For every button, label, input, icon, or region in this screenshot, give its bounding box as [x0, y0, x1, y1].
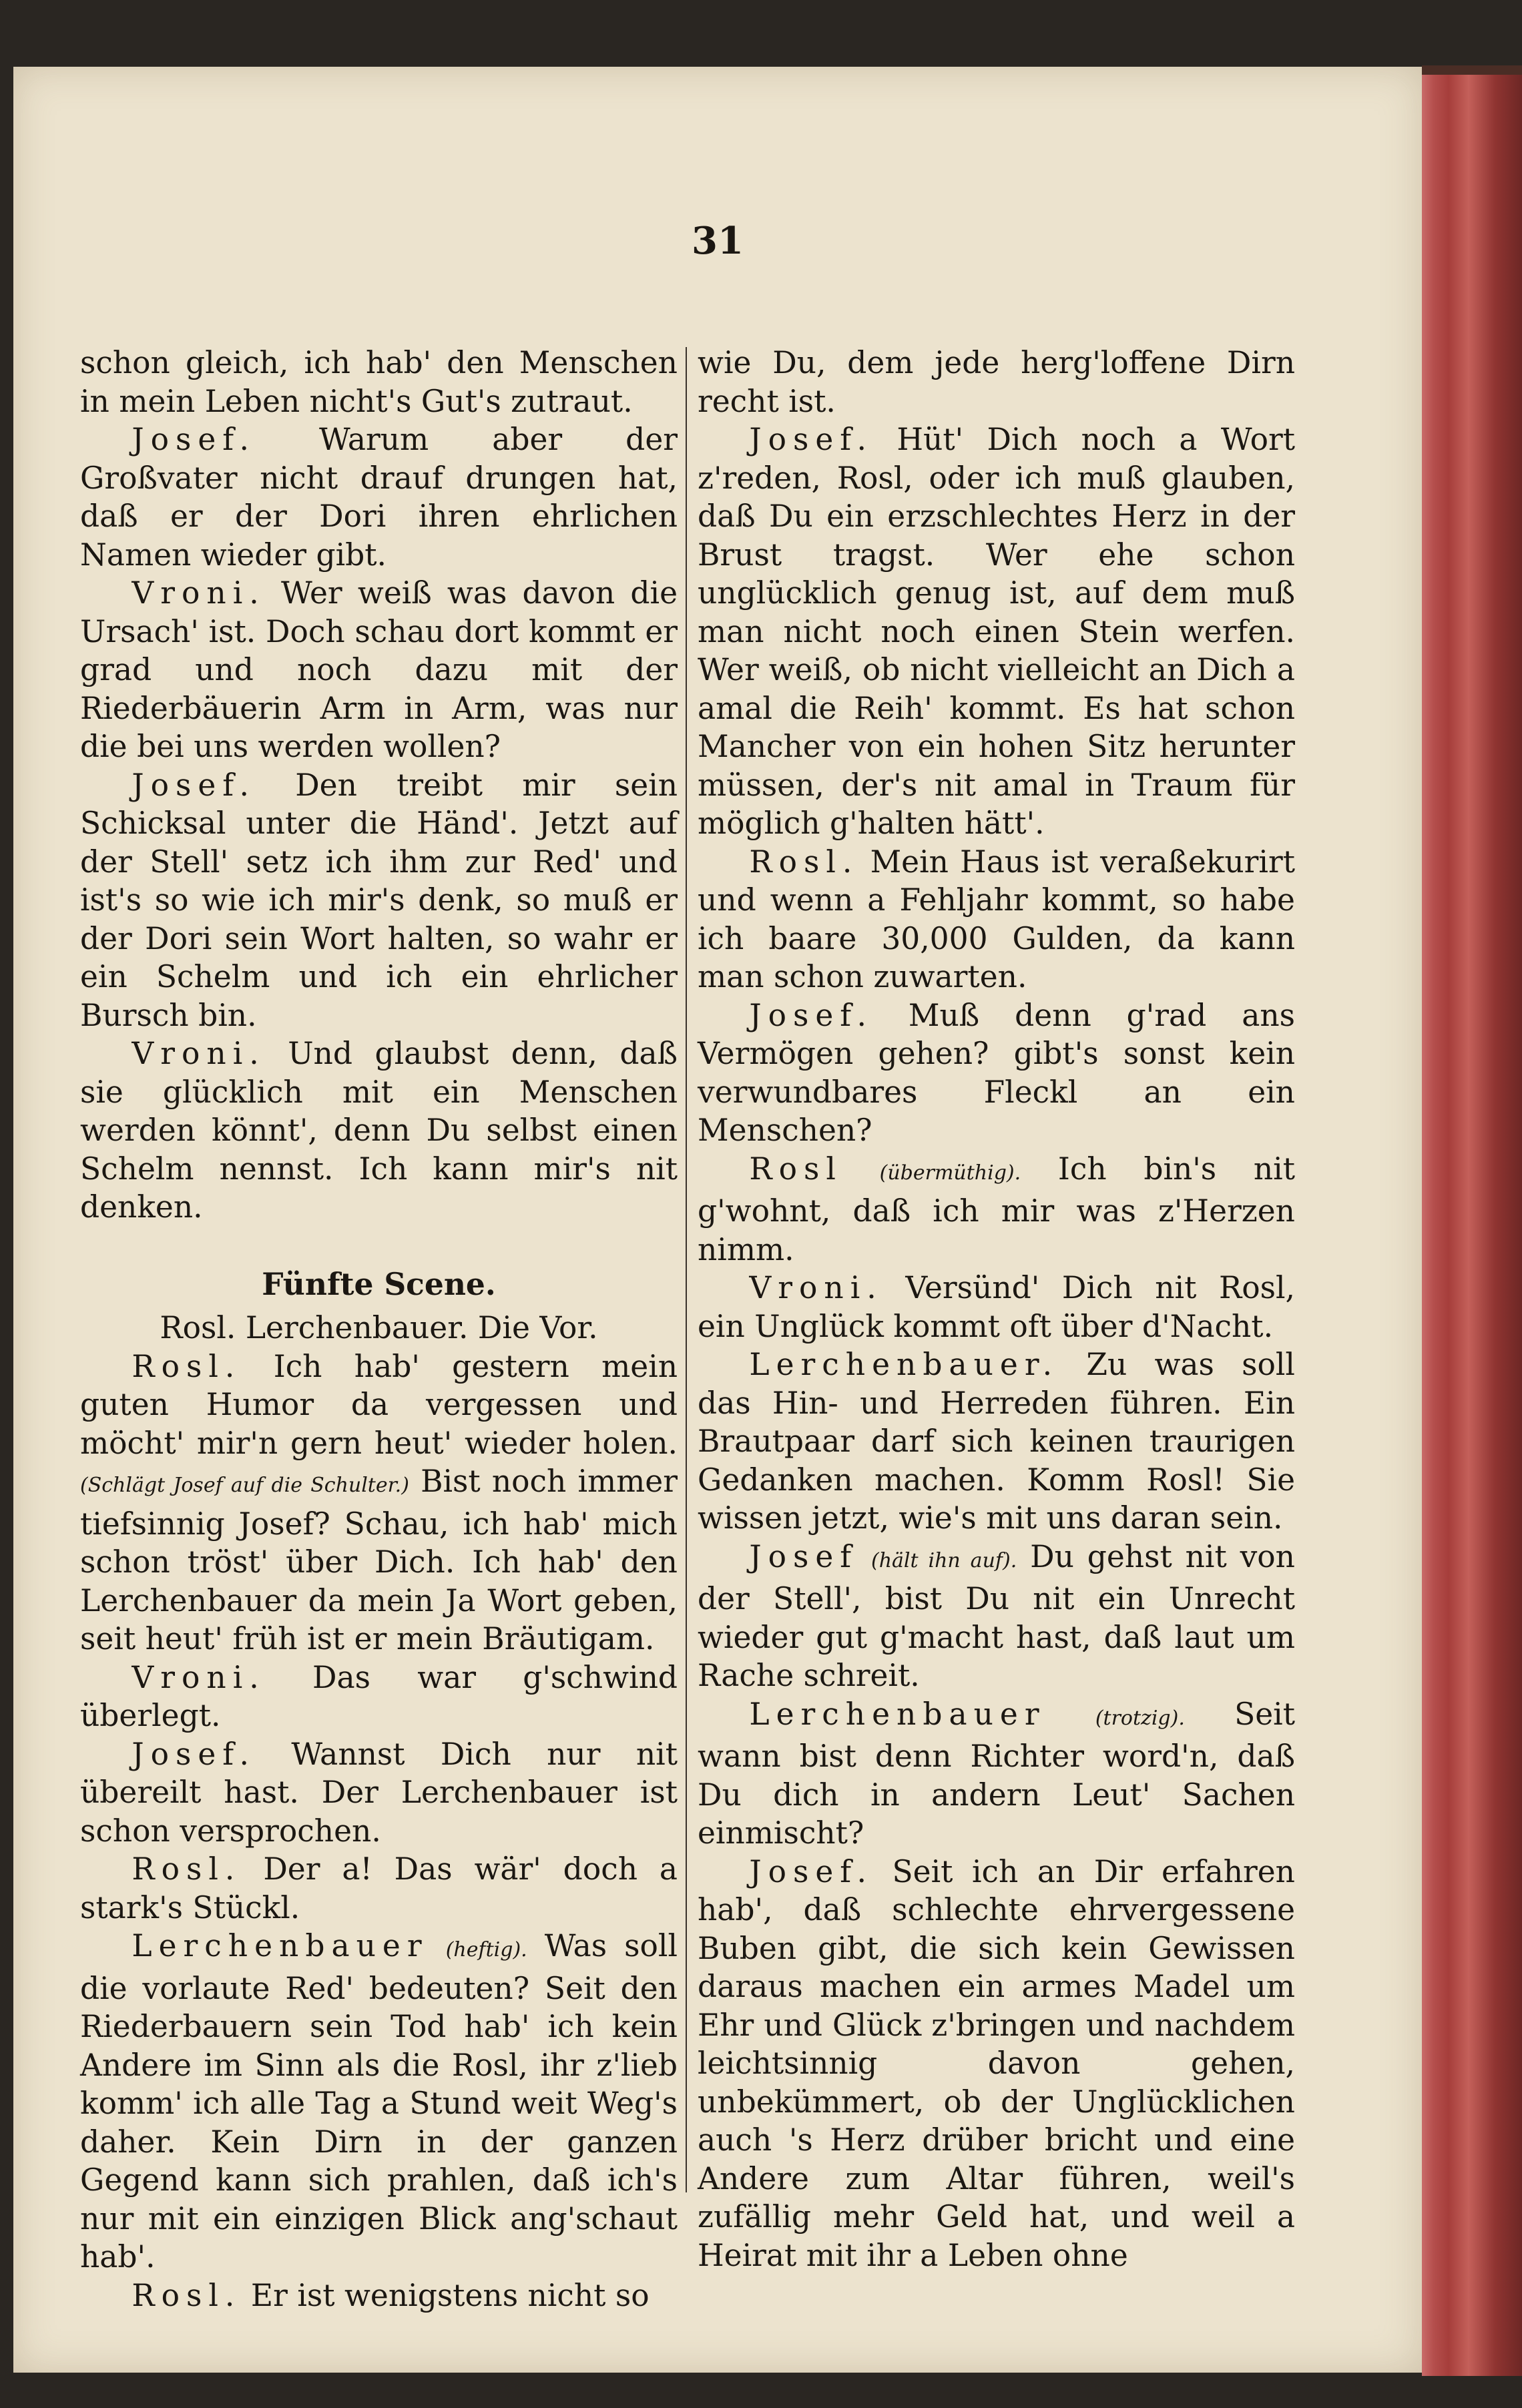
speaker-name: Josef.	[132, 1736, 256, 1772]
speech-text: Seit ich an Dir erfahren hab', daß schlechte ehrvergessene Buben gibt, die sich kein Gewissen daraus machen ein armes Madel um Ehr und Glück z'bringen und nachdem leichtsinnig davon gehen, unbekümmert, ob der Unglücklichen auch 's Herz drüber bricht und eine Andere zum Altar führen, weil's zufällig mehr Geld hat, und weil a Heirat mit ihr a Leben ohne	[698, 1853, 1295, 2273]
speaker-name: Josef	[749, 1538, 858, 1574]
speech-text: Ich hab' gestern mein guten Humor da vergessen und möcht' mir'n gern heut' wieder holen.	[80, 1348, 678, 1461]
speech-text: Zu was soll das Hin- und Herreden führen. Ein Brautpaar darf sich keinen traurigen Gedanken machen. Komm Rosl! Sie wissen jetzt, wie's mit uns daran sein.	[698, 1347, 1295, 1536]
speech-text: Wannst Dich nur nit übereilt hast. Der Lerchenbauer ist schon versprochen.	[80, 1736, 678, 1849]
speaker-name: Josef.	[132, 422, 256, 457]
speech-text: Hüt' Dich noch a Wort z'reden, Rosl, oder ich muß glauben, daß Du ein erzschlechtes Herz in der Brust tragst. Wer ehe schon unglücklich genug ist, auf dem muß man nicht noch einen Stein werfen. Wer weiß, ob nicht vielleicht an Dich a amal die Reih' kommt. Es hat schon Mancher von ein hohen Sitz herunter müssen, der's nit amal in Traum für möglich g'halten hätt'.	[698, 422, 1295, 841]
speaker-name: Rosl.	[132, 2277, 242, 2313]
book-edge	[1422, 65, 1522, 2376]
speech-paragraph	[698, 1695, 1295, 1853]
speaker-name: Vroni.	[132, 1659, 266, 1695]
speech-paragraph	[80, 1850, 678, 1927]
speech-text: Ich bin's nit g'wohnt, daß ich mir was z'Herzen nimm.	[698, 1151, 1295, 1267]
left-column	[80, 344, 678, 2315]
paragraph: schon gleich, ich hab' den Menschen in mein Leben nicht's Gut's zutraut.	[80, 345, 678, 419]
stage-direction: (heftig).	[445, 1938, 527, 1962]
speaker-name: Lerchenbauer	[749, 1696, 1046, 1732]
speaker-name: Josef.	[132, 767, 256, 803]
scene-heading: Fünfte Scene.	[262, 1265, 496, 1302]
speech-text: Was soll die vorlaute Red' bedeuten? Seit den Riederbauern sein Tod hab' ich kein Andere im Sinn als die Rosl, ihr z'lieb komm' ich alle Tag a Stund weit Weg's daher. Kein Dirn in der ganzen Gegend kann sich prahlen, daß ich's nur mit ein einzigen Blick ang'schaut hab'.	[80, 1928, 678, 2275]
speech-text: Versünd' Dich nit Rosl, ein Unglück kommt oft über d'Nacht.	[698, 1270, 1295, 1344]
speaker-name: Lerchenbauer.	[749, 1347, 1059, 1382]
speech-text: Das war g'schwind überlegt.	[80, 1659, 678, 1733]
book-page	[13, 67, 1422, 2373]
speech-paragraph	[80, 420, 678, 574]
speaker-name: Rosl.	[132, 1348, 242, 1384]
speech-paragraph	[80, 766, 678, 1035]
speech-paragraph	[80, 1735, 678, 1851]
speech-paragraph	[80, 574, 678, 766]
speaker-name: Lerchenbauer	[132, 1928, 429, 1964]
speaker-name: Vroni.	[132, 575, 266, 611]
right-column	[698, 344, 1295, 2275]
scene-characters: Rosl. Lerchenbauer. Die Vor.	[160, 1310, 598, 1345]
speaker-name: Josef.	[749, 422, 873, 457]
speech-paragraph	[80, 1034, 678, 1227]
speech-paragraph	[698, 996, 1295, 1150]
speech-paragraph	[80, 1927, 678, 2277]
page-number: 31	[692, 219, 744, 263]
speech-paragraph	[698, 1538, 1295, 1695]
speech-text: Warum aber der Großvater nicht drauf drungen hat, daß er der Dori ihren ehrlichen Namen wieder gibt.	[80, 422, 678, 573]
stage-direction: (Schlägt Josef auf die Schulter.)	[80, 1474, 409, 1497]
speech-paragraph	[80, 2277, 678, 2315]
stage-direction: (hält ihn auf).	[871, 1548, 1017, 1572]
stage-direction: (übermüthig).	[879, 1161, 1021, 1185]
speaker-name: Rosl	[749, 1151, 842, 1187]
speech-paragraph	[698, 1345, 1295, 1538]
speech-text: Mein Haus ist veraßekurirt und wenn a Fehljahr kommt, so habe ich baare 30,000 Gulden, da kann man schon zuwarten.	[698, 844, 1296, 994]
column-divider	[686, 347, 687, 2192]
speech-paragraph	[698, 843, 1295, 996]
speaker-name: Vroni.	[749, 1270, 883, 1305]
speech-text: Du gehst nit von der Stell', bist Du nit ein Unrecht wieder gut g'macht hast, daß laut um Rache schreit.	[698, 1538, 1295, 1693]
speaker-name: Josef.	[749, 997, 873, 1033]
speech-text: Seit wann bist denn Richter word'n, daß Du dich in andern Leut' Sachen einmischt?	[698, 1696, 1296, 1851]
speaker-name: Rosl.	[749, 844, 859, 880]
stage-direction: (trotzig).	[1095, 1706, 1185, 1730]
speech-text: Muß denn g'rad ans Vermögen gehen? gibt's sonst kein verwundbares Fleckl an ein Menschen?	[698, 997, 1295, 1148]
speaker-name: Rosl.	[132, 1851, 242, 1887]
speech-text: Er ist wenigstens nicht so	[250, 2277, 650, 2313]
speech-paragraph	[698, 1269, 1295, 1345]
speech-paragraph	[80, 1659, 678, 1735]
speech-paragraph	[698, 420, 1295, 843]
paragraph: wie Du, dem jede herg'loffene Dirn recht ist.	[698, 345, 1295, 419]
speech-paragraph	[80, 1347, 678, 1659]
speech-text: Bist noch immer tiefsinnig Josef? Schau, ich hab' mich schon tröst' über Dich. Ich hab' den Lerchenbauer da mein Ja Wort geben, seit heut' früh ist er mein Bräutigam.	[80, 1464, 678, 1657]
speech-paragraph	[698, 1150, 1295, 1269]
speaker-name: Vroni.	[132, 1036, 266, 1071]
speech-text: Und glaubst denn, daß sie glücklich mit ein Menschen werden könnt', denn Du selbst einen Schelm nennst. Ich kann mir's nit denken.	[80, 1036, 678, 1225]
book-edge-top	[1422, 65, 1522, 75]
speech-text: Wer weiß was davon die Ursach' ist. Doch schau dort kommt er grad und noch dazu mit der Riederbäuerin Arm in Arm, was nur die bei uns werden wollen?	[80, 575, 678, 764]
speech-paragraph	[698, 1853, 1295, 2275]
speaker-name: Josef.	[749, 1853, 873, 1889]
speech-text: Den treibt mir sein Schicksal unter die Händ'. Jetzt auf der Stell' setz ich ihm zur Red' und ist's so wie ich mir's denk, so muß er der Dori sein Wort halten, so wahr er ein Schelm und ich ein ehrlicher Bursch bin.	[80, 767, 678, 1033]
speech-text: Der a! Das wär' doch a stark's Stückl.	[80, 1851, 678, 1925]
